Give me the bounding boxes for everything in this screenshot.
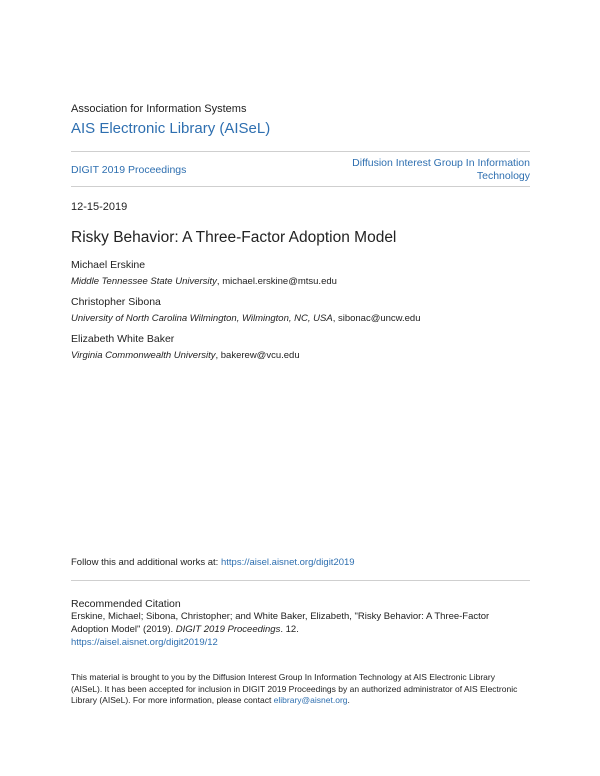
author-email: , bakerew@vcu.edu — [215, 350, 300, 361]
author-affiliation — [71, 276, 337, 287]
author-name: Michael Erskine — [71, 259, 146, 271]
citation-text — [71, 610, 511, 649]
author-name: Christopher Sibona — [71, 296, 161, 308]
contact-email-link[interactable]: elibrary@aisnet.org — [273, 695, 348, 705]
citation-number: . 12. — [280, 624, 299, 635]
author-block — [71, 296, 421, 324]
organization-name: Association for Information Systems — [71, 103, 247, 115]
publication-date: 12-15-2019 — [71, 201, 128, 213]
proceedings-link[interactable]: DIGIT 2019 Proceedings — [71, 164, 187, 176]
paper-title: Risky Behavior: A Three-Factor Adoption Model — [71, 229, 397, 246]
author-affiliation — [71, 350, 300, 361]
citation-divider — [71, 580, 530, 581]
affiliation-institution: University of North Carolina Wilmington, Wilmington, NC, USA — [71, 313, 333, 324]
author-email: , michael.erskine@mtsu.edu — [216, 276, 337, 287]
notice-end: . — [347, 695, 350, 705]
collection-link[interactable]: https://aisel.aisnet.org/digit2019 — [220, 557, 355, 568]
follow-line — [71, 557, 355, 568]
author-block — [71, 259, 337, 287]
notice-text — [71, 672, 521, 707]
affiliation-institution: Virginia Commonwealth University — [71, 350, 216, 361]
citation-link[interactable]: https://aisel.aisnet.org/digit2019/12 — [71, 637, 218, 648]
follow-text: Follow this and additional works at: — [71, 557, 221, 568]
interest-group-link[interactable]: Diffusion Interest Group In Information Technology — [352, 157, 530, 182]
citation-journal: DIGIT 2019 Proceedings — [175, 624, 281, 635]
notice-body: This material is brought to you by the Diffusion Interest Group In Information Technology at AIS Electronic Library (AISeL). It has been accepted for inclusion in DIGIT 2019 Proceedings by an authorized administrator of AIS Electronic Library (AISeL). For more information, please contact — [71, 672, 518, 705]
citation-body: Erskine, Michael; Sibona, Christopher; and White Baker, Elizabeth, "Risky Behavior: A Three-Factor Adoption Model" (2019). — [71, 611, 490, 635]
author-block — [71, 333, 300, 361]
library-link[interactable]: AIS Electronic Library (AISeL) — [71, 120, 271, 137]
author-affiliation — [71, 313, 421, 324]
series-divider — [71, 186, 530, 187]
author-email: , sibonac@uncw.edu — [332, 313, 421, 324]
citation-heading: Recommended Citation — [71, 598, 181, 610]
top-divider — [71, 151, 530, 152]
author-name: Elizabeth White Baker — [71, 333, 175, 345]
affiliation-institution: Middle Tennessee State University — [71, 276, 217, 287]
